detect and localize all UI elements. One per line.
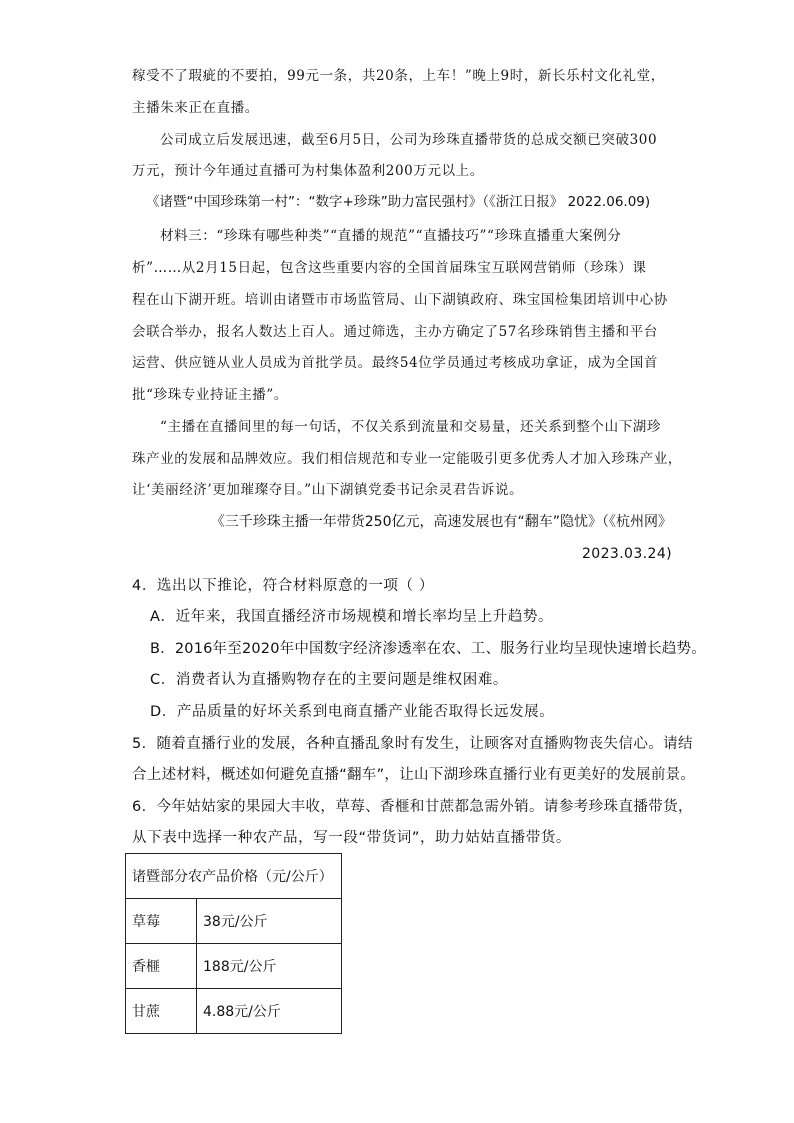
product-name-cell: 草莓 (126, 899, 197, 944)
table-row (126, 989, 342, 1034)
material3-line: 批“珍珠专业持证主播”。 (132, 387, 289, 403)
material2-line: 主播朱来正在直播。 (132, 100, 259, 116)
material2-line: 稼受不了瑕疵的不要拍，99元一条，共20条，上车！”晚上9时，新长乐村文化礼堂， (132, 68, 665, 84)
material2-paragraph-line: 万元，预计今年通过直播可为村集体盈利200万元以上。 (132, 163, 484, 179)
product-name-cell: 香榧 (126, 944, 197, 989)
material3-source-date: 2023.03.24) (581, 546, 672, 562)
product-price-cell: 4.88元/公斤 (197, 989, 342, 1034)
question-4-option-a: A．近年来，我国直播经济市场规模和增长率均呈上升趋势。 (150, 609, 554, 625)
material2-paragraph-line: 公司成立后发展迅速，截至6月5日，公司为珍珠直播带货的总成交额已突破300 (160, 132, 658, 148)
material3-line: 析”……从2月15日起，包含这些重要内容的全国首届珠宝互联网营销师（珍珠）课 (132, 260, 647, 276)
question-5-line: 合上述材料，概述如何避免直播“翻车”，让山下湖珍珠直播行业有更美好的发展前景。 (132, 767, 696, 783)
table-row (126, 899, 342, 944)
material3-line: 运营、供应链从业人员成为首批学员。最终54位学员通过考核成功拿证，成为全国首 (132, 355, 658, 371)
question-4-stem: 4．选出以下推论，符合材料原意的一项（ ） (132, 578, 434, 594)
question-6-line: 从下表中选择一种农产品，写一段“带货词”，助力姑姑直播带货。 (132, 830, 572, 846)
material3-quote-line: 让‘美丽经济’更加璀璨夺目。”山下湖镇党委书记余灵君告诉说。 (132, 482, 524, 498)
material3-line: 程在山下湖开班。培训由诸暨市市场监管局、山下湖镇政府、珠宝国检集团培训中心协 (132, 292, 668, 308)
material3-quote-line: “主播在直播间里的每一句话，不仅关系到流量和交易量，还关系到整个山下湖珍 (160, 419, 662, 435)
material2-source: 《诸暨“中国珍珠第一村”：“数字+珍珠”助力富民强村》（《浙江日报》 2022.06.09) (146, 194, 651, 210)
price-table-header-row (126, 854, 342, 899)
price-table (125, 853, 342, 1034)
table-row (126, 944, 342, 989)
product-name-cell: 甘蔗 (126, 989, 197, 1034)
question-5-line: 5．随着直播行业的发展，各种直播乱象时有发生，让顾客对直播购物丧失信心。请结 (132, 736, 693, 752)
material3-line: 材料三：“珍珠有哪些种类”“直播的规范”“直播技巧”“珍珠直播重大案例分 (160, 228, 622, 244)
question-4-option-b: B．2016年至2020年中国数字经济渗透率在农、工、服务行业均呈现快速增长趋势。 (150, 641, 706, 657)
material3-quote-line: 珠产业的发展和品牌效应。我们相信规范和专业一定能吸引更多优秀人才加入珍珠产业， (132, 451, 682, 467)
price-table-header: 诸暨部分农产品价格（元/公斤） (126, 854, 342, 899)
product-price-cell: 38元/公斤 (197, 899, 342, 944)
question-6-line: 6．今年姑姑家的果园大丰收，草莓、香榧和甘蔗都急需外销。请参考珍珠直播带货， (132, 799, 693, 815)
question-4-option-d: D．产品质量的好坏关系到电商直播产业能否取得长远发展。 (150, 704, 555, 720)
product-price-cell: 188元/公斤 (197, 944, 342, 989)
question-4-option-c: C．消费者认为直播购物存在的主要问题是维权困难。 (150, 672, 509, 688)
material3-source: 《三千珍珠主播一年带货250亿元，高速发展也有“翻车”隐忧》（《杭州网》 (210, 514, 672, 530)
material3-line: 会联合举办，报名人数达上百人。通过筛选，主办方确定了57名珍珠销售主播和平台 (132, 324, 658, 340)
